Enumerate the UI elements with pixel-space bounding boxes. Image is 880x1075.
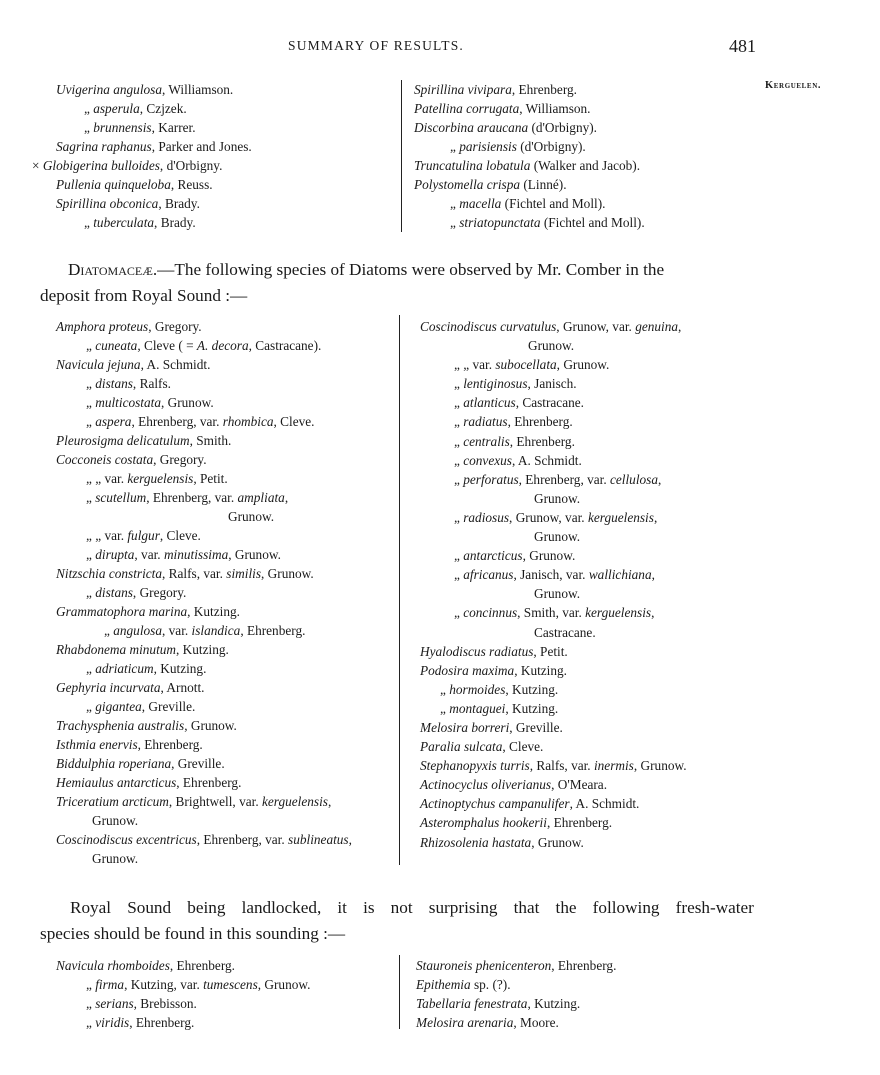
species-authority: , Brady. bbox=[158, 196, 200, 211]
species-entry: „ adriaticum, Kutzing. bbox=[86, 661, 207, 676]
diatom-intro-text-line2: deposit from Royal Sound :— bbox=[40, 286, 248, 305]
ditto-mark: „ bbox=[86, 996, 96, 1011]
species-entry: Grunow. bbox=[534, 529, 581, 545]
species-name: Uvigerina angulosa bbox=[56, 82, 162, 97]
species-entry: „ „ var. kerguelensis, Petit. bbox=[86, 471, 228, 486]
word: fresh-water bbox=[675, 898, 754, 917]
section-heading-diatomaceae: Diatomaceæ. bbox=[68, 260, 158, 279]
species-entry bbox=[32, 156, 252, 175]
word: it bbox=[337, 898, 347, 917]
species-name: Navicula rhomboides bbox=[56, 958, 170, 973]
word: the bbox=[555, 898, 577, 917]
ditto-mark: „ bbox=[86, 977, 96, 992]
species-name: Discorbina araucana bbox=[414, 120, 529, 135]
species-authority: , Parker and Jones. bbox=[151, 139, 252, 154]
species-authority: , Ehrenberg. bbox=[129, 1015, 195, 1030]
freshwater-list-right bbox=[416, 956, 616, 1032]
species-entry: Amphora proteus, Gregory. bbox=[56, 319, 202, 334]
species-name: Spirillina vivipara bbox=[414, 82, 512, 97]
species-name: serians bbox=[95, 996, 134, 1011]
species-entry bbox=[32, 175, 252, 194]
species-entry: Coscinodiscus excentricus, Ehrenberg, var. sublineatus, bbox=[56, 832, 352, 847]
species-entry bbox=[414, 194, 645, 213]
species-name: striatopunctata bbox=[459, 215, 541, 230]
species-name: Spirillina obconica bbox=[56, 196, 159, 211]
species-entry bbox=[416, 956, 616, 975]
ditto-mark: × bbox=[32, 158, 43, 173]
species-entry: Hyalodiscus radiatus, Petit. bbox=[420, 643, 568, 659]
ditto-mark: „ bbox=[84, 215, 94, 230]
species-name: Globigerina bulloides bbox=[42, 158, 160, 173]
species-entry bbox=[414, 99, 645, 118]
species-entry bbox=[56, 956, 310, 975]
species-authority: , Karrer. bbox=[151, 120, 196, 135]
species-entry: „ concinnus, Smith, var. kerguelensis, bbox=[454, 605, 655, 621]
species-entry: „ dirupta, var. minutissima, Grunow. bbox=[86, 547, 281, 562]
freshwater-intro-line2: species should be found in this sounding :— bbox=[40, 924, 346, 943]
species-entry: Trachysphenia australis, Grunow. bbox=[56, 718, 237, 733]
species-entry: „ radiosus, Grunow, var. kerguelensis, bbox=[454, 509, 658, 525]
species-authority: (Fichtel and Moll). bbox=[540, 215, 645, 230]
species-authority: , Grunow. bbox=[257, 977, 311, 992]
species-name: asperula bbox=[93, 101, 140, 116]
species-entry: „ gigantea, Greville. bbox=[86, 699, 196, 714]
species-authority: , Reuss. bbox=[170, 177, 213, 192]
freshwater-intro-paragraph bbox=[40, 895, 754, 947]
species-entry: „ hormoides, Kutzing. bbox=[440, 681, 559, 697]
species-entry: „ distans, Gregory. bbox=[86, 585, 187, 600]
diatom-intro-text: —The following species of Diatoms were observed by Mr. Comber in the bbox=[157, 260, 665, 279]
species-entry: „ radiatus, Ehrenberg. bbox=[454, 414, 573, 430]
species-entry: „ convexus, A. Schmidt. bbox=[454, 452, 582, 468]
species-entry: Nitzschia constricta, Ralfs, var. similis, Grunow. bbox=[56, 566, 314, 581]
species-entry: Navicula jejuna, A. Schmidt. bbox=[56, 357, 211, 372]
species-name: Pullenia quinqueloba bbox=[56, 177, 171, 192]
species-entry: Cocconeis costata, Gregory. bbox=[56, 452, 207, 467]
species-authority: , Czjzek. bbox=[139, 101, 187, 116]
species-entry: Stephanopyxis turris, Ralfs, var. inermis, Grunow. bbox=[420, 758, 687, 774]
foraminifera-list-right bbox=[414, 80, 645, 232]
running-title: SUMMARY OF RESULTS. bbox=[288, 38, 464, 53]
species-entry: „ antarcticus, Grunow. bbox=[454, 548, 576, 564]
species-entry bbox=[32, 118, 252, 137]
species-entry bbox=[416, 1013, 616, 1032]
word: Royal bbox=[70, 898, 112, 917]
species-authority: (d'Orbigny). bbox=[516, 139, 586, 154]
species-entry: „ distans, Ralfs. bbox=[86, 376, 171, 391]
ditto-mark: „ bbox=[84, 120, 94, 135]
species-entry: „ atlanticus, Castracane. bbox=[454, 395, 584, 411]
species-authority: , d'Orbigny. bbox=[159, 158, 223, 173]
species-entry: „ angulosa, var. islandica, Ehrenberg. bbox=[104, 623, 306, 638]
species-entry bbox=[56, 1013, 310, 1032]
species-entry bbox=[414, 118, 645, 137]
species-authority: (Walker and Jacob). bbox=[530, 158, 641, 173]
species-authority: sp. (?). bbox=[470, 977, 511, 992]
word: not bbox=[390, 898, 413, 917]
species-entry: Hemiaulus antarcticus, Ehrenberg. bbox=[56, 775, 242, 790]
species-entry: Rhabdonema minutum, Kutzing. bbox=[56, 642, 229, 657]
species-authority: , Williamson. bbox=[519, 101, 591, 116]
species-entry: Coscinodiscus curvatulus, Grunow, var. genuina, bbox=[420, 319, 682, 334]
species-entry: Grunow. bbox=[528, 338, 575, 354]
species-name: tumescens bbox=[203, 977, 258, 992]
species-entry bbox=[416, 994, 616, 1013]
diatom-list-right bbox=[420, 317, 687, 852]
ditto-mark: „ bbox=[84, 101, 94, 116]
species-entry: Grunow. bbox=[534, 490, 581, 506]
species-entry: Melosira borreri, Greville. bbox=[420, 719, 563, 735]
species-entry: Asteromphalus hookerii, Ehrenberg. bbox=[420, 815, 613, 831]
word: surprising bbox=[428, 898, 498, 917]
page-number: 481 bbox=[729, 36, 756, 56]
species-entry: „ multicostata, Grunow. bbox=[86, 395, 214, 410]
species-entry bbox=[414, 137, 645, 156]
species-entry: „ lentiginosus, Janisch. bbox=[454, 376, 577, 392]
species-authority: , Moore. bbox=[513, 1015, 559, 1030]
species-authority: , Brady. bbox=[154, 215, 196, 230]
freshwater-intro-line1 bbox=[40, 895, 754, 921]
species-entry bbox=[414, 156, 645, 175]
species-authority: (Linné). bbox=[520, 177, 567, 192]
species-entry: Podosira maxima, Kutzing. bbox=[420, 662, 567, 678]
species-authority: , Kutzing. bbox=[527, 996, 581, 1011]
species-entry bbox=[414, 213, 645, 232]
species-entry bbox=[32, 137, 252, 156]
species-entry: Grunow. bbox=[534, 586, 581, 602]
species-entry bbox=[416, 975, 616, 994]
foraminifera-list-left bbox=[32, 80, 252, 232]
species-entry: Grunow. bbox=[92, 851, 139, 866]
species-entry: „ montaguei, Kutzing. bbox=[440, 700, 559, 716]
species-entry: Gephyria incurvata, Arnott. bbox=[56, 680, 205, 695]
page-header bbox=[0, 36, 880, 60]
species-name: parisiensis bbox=[459, 139, 517, 154]
species-authority: (Fichtel and Moll). bbox=[501, 196, 606, 211]
species-entry: Paralia sulcata, Cleve. bbox=[420, 739, 544, 755]
species-name: brunnensis bbox=[93, 120, 152, 135]
species-entry bbox=[56, 975, 310, 994]
species-name: Patellina corrugata bbox=[414, 101, 520, 116]
ditto-mark: „ bbox=[450, 215, 460, 230]
species-entry: „ perforatus, Ehrenberg, var. cellulosa, bbox=[454, 471, 662, 487]
diatom-list-left bbox=[56, 317, 352, 868]
species-entry: Grunow. bbox=[228, 509, 275, 524]
species-entry: „ aspera, Ehrenberg, var. rhombica, Cleve. bbox=[86, 414, 315, 429]
ditto-mark: „ bbox=[450, 196, 460, 211]
species-entry bbox=[32, 213, 252, 232]
ditto-mark: „ bbox=[450, 139, 460, 154]
species-entry: Rhizosolenia hastata, Grunow. bbox=[420, 834, 584, 850]
species-name: Polystomella crispa bbox=[414, 177, 520, 192]
species-entry bbox=[414, 80, 645, 99]
species-entry: Biddulphia roperiana, Greville. bbox=[56, 756, 225, 771]
species-authority: , Brebisson. bbox=[133, 996, 197, 1011]
species-name: viridis bbox=[95, 1015, 130, 1030]
column-divider bbox=[399, 315, 400, 865]
species-authority: , Ehrenberg. bbox=[551, 958, 617, 973]
margin-label-kerguelen: Kerguelen. bbox=[765, 80, 822, 91]
species-entry bbox=[32, 194, 252, 213]
species-entry: Actinoptychus campanulifer, A. Schmidt. bbox=[420, 796, 640, 812]
species-name: macella bbox=[459, 196, 502, 211]
word: landlocked, bbox=[241, 898, 322, 917]
diatom-intro-paragraph bbox=[40, 257, 754, 309]
species-authority: , Williamson. bbox=[162, 82, 234, 97]
species-entry: „ „ var. fulgur, Cleve. bbox=[86, 528, 201, 543]
species-entry: Grunow. bbox=[92, 813, 139, 828]
word: that bbox=[513, 898, 540, 917]
species-entry: Triceratium arcticum, Brightwell, var. kerguelensis, bbox=[56, 794, 332, 809]
species-entry: Castracane. bbox=[534, 624, 596, 640]
species-name: Melosira arenaria bbox=[416, 1015, 514, 1030]
species-entry: „ scutellum, Ehrenberg, var. ampliata, bbox=[86, 490, 289, 505]
species-entry: „ cuneata, Cleve ( = A. decora, Castracane). bbox=[86, 338, 322, 353]
species-entry: Isthmia enervis, Ehrenberg. bbox=[56, 737, 203, 752]
species-entry bbox=[32, 99, 252, 118]
species-entry: „ „ var. subocellata, Grunow. bbox=[454, 357, 610, 373]
word: is bbox=[363, 898, 375, 917]
species-entry bbox=[32, 80, 252, 99]
species-name: firma bbox=[95, 977, 125, 992]
species-entry bbox=[414, 175, 645, 194]
species-entry: Grammatophora marina, Kutzing. bbox=[56, 604, 240, 619]
species-authority: , Kutzing, var. bbox=[124, 977, 204, 992]
species-entry: Pleurosigma delicatulum, Smith. bbox=[56, 433, 232, 448]
word: being bbox=[187, 898, 226, 917]
ditto-mark: „ bbox=[86, 1015, 96, 1030]
species-entry: „ centralis, Ehrenberg. bbox=[454, 433, 575, 449]
species-authority: (d'Orbigny). bbox=[528, 120, 598, 135]
word: following bbox=[592, 898, 660, 917]
species-name: tuberculata bbox=[93, 215, 155, 230]
column-divider bbox=[399, 955, 400, 1029]
species-name: Epithemia bbox=[416, 977, 471, 992]
species-entry: „ africanus, Janisch, var. wallichiana, bbox=[454, 567, 655, 583]
species-entry: Actinocyclus oliverianus, O'Meara. bbox=[420, 777, 608, 793]
species-authority: , Ehrenberg. bbox=[511, 82, 577, 97]
species-name: Stauroneis phenicenteron bbox=[416, 958, 552, 973]
freshwater-list-left bbox=[56, 956, 310, 1032]
species-authority: , Ehrenberg. bbox=[169, 958, 235, 973]
species-name: Sagrina raphanus bbox=[56, 139, 152, 154]
column-divider bbox=[401, 80, 402, 232]
word: Sound bbox=[127, 898, 172, 917]
species-name: Truncatulina lobatula bbox=[414, 158, 531, 173]
species-name: Tabellaria fenestrata bbox=[416, 996, 528, 1011]
species-entry bbox=[56, 994, 310, 1013]
